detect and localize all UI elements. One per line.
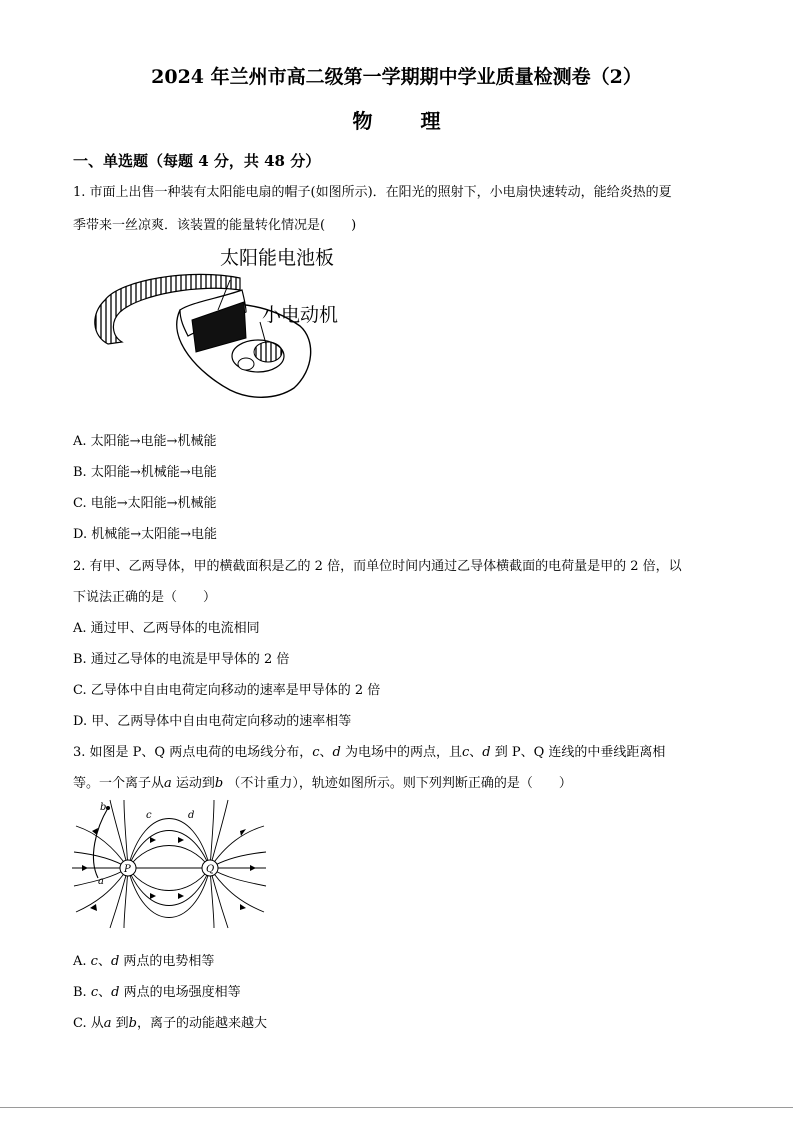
section-heading: 一、单选题（每题 4 分，共 48 分） [73,152,321,170]
subject-char-1: 物 [352,109,373,133]
label-d: d [188,810,195,821]
q2-line1: 2. 有甲、乙两导体，甲的横截面积是乙的 2 倍，而单位时间内通过乙导体横截面的电荷量是甲的 2 倍，以 [73,559,682,574]
subject-char-2: 理 [420,109,441,133]
label-Q: Q [206,864,215,875]
q1-line1: 1. 市面上出售一种装有太阳能电扇的帽子(如图所示)．在阳光的照射下，小电扇快速转动，能给炎热的夏 [73,185,672,200]
electric-field-figure [70,798,270,930]
q3-text-d: 等。一个离子从 [73,776,165,791]
q3-text-a: 3. 如图是 P、Q 两点电荷的电场线分布， [73,745,313,760]
q2-option-d: D. 甲、乙两导体中自由电荷定向移动的速率相等 [73,714,352,729]
q2-line2: 下说法正确的是（ ） [73,590,217,605]
q1-option-d: D. 机械能→太阳能→电能 [73,527,218,542]
q3-line1 [73,741,665,760]
var-a: a [164,776,172,791]
q2-option-c: C. 乙导体中自由电荷定向移动的速率是甲导体的 2 倍 [73,683,381,698]
opt-text: 两点的电场强度相等 [119,985,241,1000]
var-d: d [110,954,120,969]
label-motor: 小电动机 [262,304,339,326]
q1-option-b: B. 太阳能→机械能→电能 [73,465,217,480]
opt-prefix: C. 从 [73,1016,104,1031]
q3-option-b [73,981,241,1000]
label-solar-panel: 太阳能电池板 [220,247,335,269]
label-c: c [146,810,152,821]
q3-text-c: 到 P、Q 连线的中垂线距离相 [490,745,666,760]
var-b: b [128,1016,137,1031]
q3-option-c [73,1012,267,1031]
opt-prefix: A. [73,954,91,969]
sep: 、 [319,745,333,760]
var-a: a [103,1016,112,1031]
page-bottom-rule [0,1107,793,1108]
var-d: d [482,745,491,760]
q1-line2: 季带来一丝凉爽．该装置的能量转化情况是( ) [73,218,357,233]
var-c: c [312,745,320,760]
subject-title [0,105,793,134]
label-b: b [100,802,107,813]
sep: 、 [98,985,112,1000]
q2-option-b: B. 通过乙导体的电流是甲导体的 2 倍 [73,652,290,667]
sep: 、 [97,954,111,969]
q3-line2 [73,772,572,791]
opt-text: 两点的电势相等 [119,954,215,969]
q3-text-b: 为电场中的两点，且 [340,745,462,760]
var-c: c [90,985,99,1000]
field-lines-diagram [70,798,270,930]
q2-option-a: A. 通过甲、乙两导体的电流相同 [73,621,260,636]
var-d: d [332,745,341,760]
q1-option-a: A. 太阳能→电能→机械能 [73,434,217,449]
opt-text: ，离子的动能越来越大 [136,1016,267,1031]
sep: 、 [469,745,483,760]
q3-option-a [73,950,214,969]
var-b: b [214,776,224,791]
label-a: a [98,876,104,887]
var-c: c [90,954,98,969]
var-d: d [111,985,120,1000]
q3-text-f: （不计重力），轨迹如图所示。则下列判断正确的是（ ） [223,776,572,791]
var-c: c [461,745,470,760]
exam-title: 2024 年兰州市高二级第一学期期中学业质量检测卷（2） [151,66,642,88]
opt-text: 到 [111,1016,129,1031]
label-P: P [124,864,131,875]
q3-text-e: 运动到 [171,776,215,791]
opt-prefix: B. [73,985,91,1000]
q1-option-c: C. 电能→太阳能→机械能 [73,496,217,511]
